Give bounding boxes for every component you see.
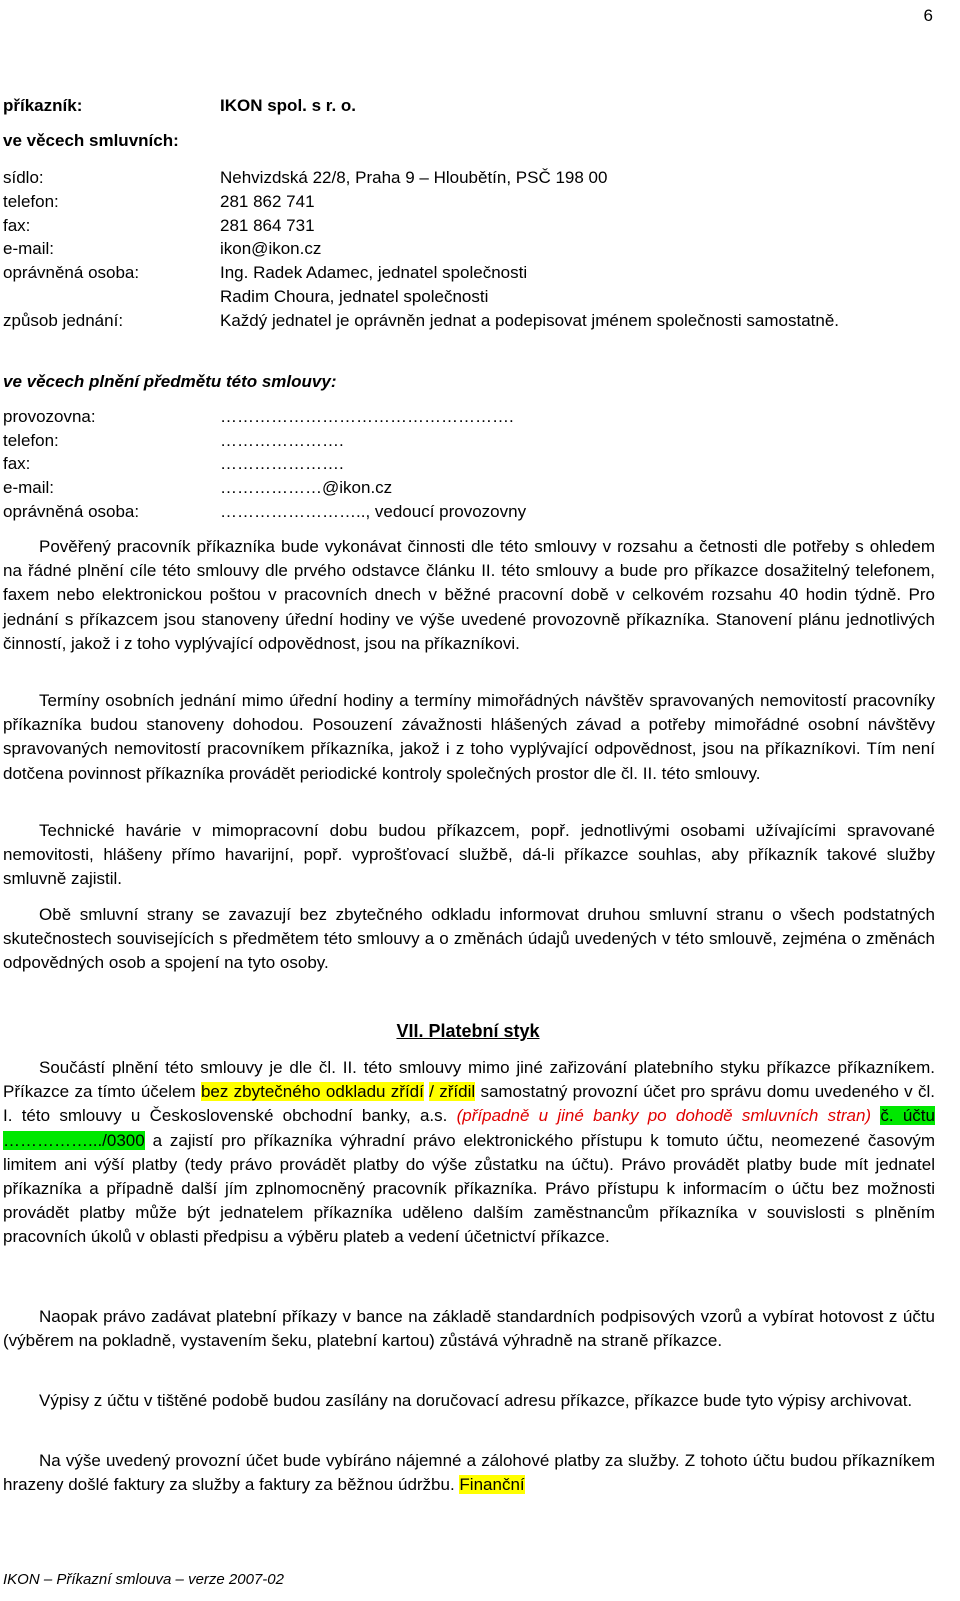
performance-heading: ve věcech plnění předmětu této smlouvy:: [3, 372, 337, 391]
office-phone-label: telefon:: [3, 431, 59, 450]
paragraph-rent-collection: [3, 1449, 935, 1497]
office-email-value: ………………@ikon.cz: [220, 478, 393, 497]
payment-text-c: samostatný provozní účet pro správu domu uvedeného v čl. I. této smlouvy u Československé obchodní banky, a.s.: [3, 1082, 935, 1126]
section-heading-payments: VII. Platební styk: [396, 1021, 540, 1041]
paragraph-technical-failures: Technické havárie v mimopracovní dobu budou příkazcem, popř. jednotlivými osobami užívajícími spravované nemovitosti, hlášeny přímo havarijní, popř. vyprošťovací službě, dá-li příkazce souhlas, aby příkazník takové služby smluvně zajistil.: [3, 821, 935, 889]
office-authorized-label: oprávněná osoba:: [3, 502, 140, 521]
paragraph-responsible-worker: Pověřený pracovník příkazníka bude vykonávat činnosti dle této smlouvy v rozsahu a četnosti dle potřeby s ohledem na řádné plnění cíle této smlouvy dle prvého odstavce článku II. této smlouvy a bude pro příkazce dosažitelný telefonem, faxem nebo elektronickou poštou v pracovních dnech v běžné pracovní době v celkovém rozsahu 40 hodin týdně. Pro jednání s příkazcem jsou stanoveny úřední hodiny ve výše uvedené provozovně příkazníka. Stanovení plánu jednotlivých činností, jakož i z toho vyplývající odpovědnost, jsou na příkazníkovi.: [3, 537, 935, 653]
highlight-account-number: č. účtu …………….../0300: [3, 1106, 935, 1150]
office-phone-value: ………………….: [220, 431, 344, 450]
authorized-person-value-2: Radim Choura, jednatel společnosti: [220, 287, 489, 306]
paragraph-payment-account: [3, 1056, 935, 1250]
paragraph-statements: Výpisy z účtu v tištěné podobě budou zasílány na doručovací adresu příkazce, příkazce bude tyto výpisy archivovat.: [39, 1391, 913, 1410]
paragraph-mutual-information: Obě smluvní strany se zavazují bez zbytečného odkladu informovat druhou smluvní stranu o všech podstatných skutečnostech souvisejících s předmětem této smlouvy a o změnách údajů uvedených v této smlouvě, zejména o změnách odpovědných osob a spojení na tyto osoby.: [3, 905, 935, 973]
principal-value: IKON spol. s r. o.: [220, 96, 357, 115]
footer-text: IKON – Příkazní smlouva – verze 2007-02: [3, 1571, 284, 1588]
paragraph-payment-orders: Naopak právo zadávat platební příkazy v bance na základě standardních podpisových vzorů a vybírat hotovost z účtu (výběrem na pokladně, vystavením šeku, platební kartou) zůstává výhradně na straně příkazce.: [3, 1307, 935, 1351]
paragraph-meeting-terms: Termíny osobních jednání mimo úřední hodiny a termíny mimořádných návštěv spravovaných nemovitostí pracovníky příkazníka budou stanoveny dohodou. Posouzení závažnosti hlášených závad a potřeby mimořádné osobní návštěvy spravovaných nemovitostí pracovníkem příkazníka, jakož i z toho vyplývající odpovědnost, jsou na příkazníkovi. Tím není dotčena povinnost příkazníka provádět periodické kontroly společných prostor dle čl. II. této smlouvy.: [3, 691, 935, 783]
seat-label: sídlo:: [3, 168, 44, 187]
acting-label: způsob jednání:: [3, 311, 124, 330]
phone-value: 281 862 741: [220, 192, 315, 211]
office-email-label: e-mail:: [3, 478, 55, 497]
phone-label: telefon:: [3, 192, 59, 211]
payment-text-e: a zajistí pro příkazníka výhradní právo elektronického přístupu k tomuto účtu, neomezené časovým limitem ani výší platby (tedy právo provádět platby do výše zůstatku na účtu). Právo provádět platby bude mít jednatel příkazníka a případně další jím zplnomocněný pracovník příkazníka. Právo přístupu k informacím o účtu bez možnosti provádět platby může být jednatelem příkazníka uděleno dalším zaměstnancům příkazníka v souvislosti s plněním pracovních úkolů v oblasti předpisu a výběru plateb a vedení účetnictví příkazce.: [3, 1130, 935, 1247]
payment-text-d: [871, 1106, 880, 1125]
office-value: …………………………………………….: [220, 407, 514, 426]
page-number: 6: [923, 6, 933, 25]
principal-label: příkazník:: [3, 96, 83, 115]
email-value: ikon@ikon.cz: [220, 239, 322, 258]
contract-matters-label: ve věcech smluvních:: [3, 131, 179, 150]
office-fax-value: ………………….: [220, 454, 344, 473]
payment-text-a: Součástí plnění této smlouvy je dle čl. II. této smlouvy mimo jiné zařizování platebního styku příkazce příkazníkem. Příkazce za tímto účelem: [3, 1058, 935, 1102]
rent-text: Na výše uvedený provozní účet bude vybíráno nájemné a zálohové platby za služby. Z tohoto účtu budou příkazníkem hrazeny došlé faktury za služby a faktury za běžnou údržbu.: [3, 1451, 935, 1495]
authorized-person-value-1: Ing. Radek Adamec, jednatel společnosti: [220, 263, 528, 282]
highlight-established: / zřídil: [429, 1082, 476, 1102]
authorized-person-label: oprávněná osoba:: [3, 263, 140, 282]
fax-label: fax:: [3, 216, 31, 235]
office-authorized-value: …………………….., vedoucí provozovny: [220, 502, 527, 521]
acting-value: Každý jednatel je oprávněn jednat a podepisovat jménem společnosti samostatně.: [220, 311, 839, 330]
email-label: e-mail:: [3, 239, 55, 258]
office-fax-label: fax:: [3, 454, 31, 473]
alternate-bank-note: (případně u jiné banky po dohodě smluvních stran): [456, 1106, 872, 1126]
fax-value: 281 864 731: [220, 216, 315, 235]
office-label: provozovna:: [3, 407, 96, 426]
highlight-establish-without-delay: bez zbytečného odkladu zřídí: [200, 1082, 424, 1102]
seat-value: Nehvizdská 22/8, Praha 9 – Hloubětín, PSČ 198 00: [220, 168, 608, 187]
highlight-financial: Finanční: [459, 1475, 525, 1495]
